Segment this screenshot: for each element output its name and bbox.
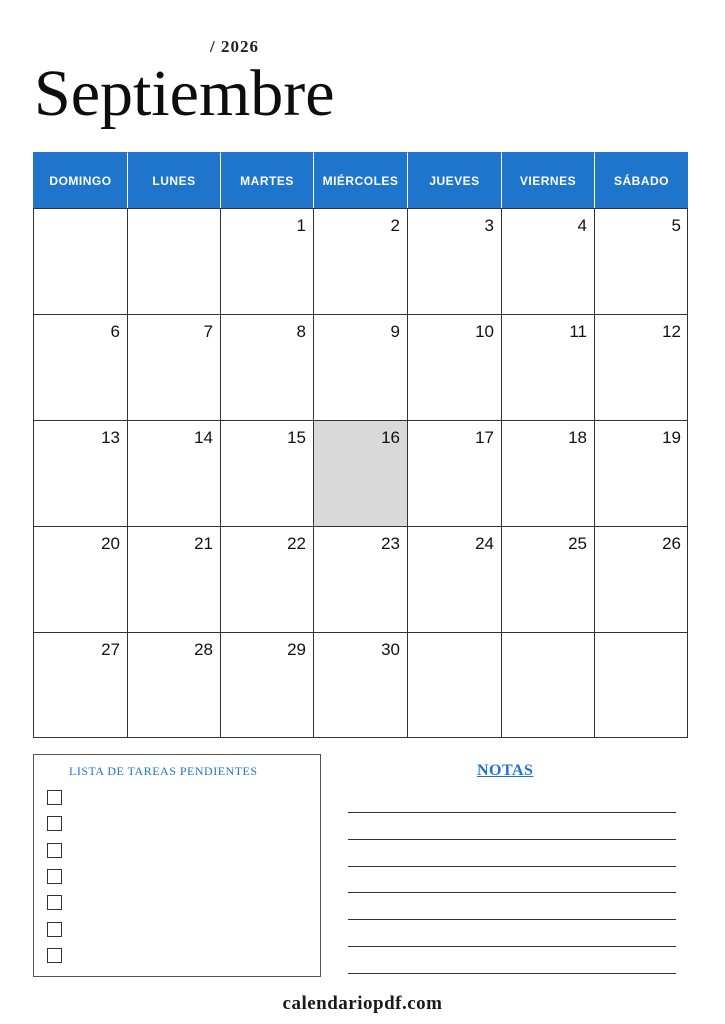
calendar-day-cell — [313, 420, 407, 526]
month-title: Septiembre — [34, 57, 335, 130]
notes-title: NOTAS — [477, 762, 534, 779]
calendar-day-cell — [501, 526, 594, 632]
calendar-day-cell — [313, 314, 407, 420]
task-checkbox[interactable] — [47, 895, 62, 910]
day-number: 14 — [194, 428, 213, 447]
day-number: 27 — [101, 640, 120, 659]
calendar-day-cell — [33, 314, 127, 420]
day-number: 26 — [662, 534, 681, 553]
weekday-header: VIERNES — [501, 152, 594, 208]
calendar-empty-cell — [501, 632, 594, 738]
day-number: 10 — [475, 322, 494, 341]
day-number: 21 — [194, 534, 213, 553]
day-number: 22 — [287, 534, 306, 553]
task-checkbox[interactable] — [47, 869, 62, 884]
task-checkbox[interactable] — [47, 816, 62, 831]
day-number: 2 — [390, 216, 400, 235]
calendar-empty-cell — [33, 208, 127, 314]
day-number: 29 — [287, 640, 306, 659]
note-line — [348, 892, 676, 893]
day-number: 6 — [110, 322, 120, 341]
calendar-day-cell — [220, 632, 313, 738]
day-number: 23 — [381, 534, 400, 553]
calendar-empty-cell — [594, 632, 688, 738]
calendar-empty-cell — [407, 632, 501, 738]
day-number: 9 — [390, 322, 400, 341]
day-number: 5 — [671, 216, 681, 235]
calendar-day-cell — [220, 526, 313, 632]
calendar-day-cell — [594, 420, 688, 526]
calendar-day-cell — [127, 314, 220, 420]
day-number: 30 — [381, 640, 400, 659]
calendar-day-cell — [33, 526, 127, 632]
day-number: 8 — [296, 322, 306, 341]
day-number: 12 — [662, 322, 681, 341]
calendar-day-cell — [594, 526, 688, 632]
calendar-day-cell — [501, 208, 594, 314]
day-number: 7 — [203, 322, 213, 341]
weekday-header: DOMINGO — [33, 152, 127, 208]
note-line — [348, 919, 676, 920]
day-number: 11 — [569, 322, 587, 341]
task-checkbox[interactable] — [47, 922, 62, 937]
calendar-day-cell — [127, 526, 220, 632]
weekday-header: LUNES — [127, 152, 220, 208]
calendar-day-cell — [313, 526, 407, 632]
task-checkbox[interactable] — [47, 948, 62, 963]
day-number: 3 — [484, 216, 494, 235]
calendar-day-cell — [407, 420, 501, 526]
calendar-day-cell — [501, 314, 594, 420]
calendar-day-cell — [127, 632, 220, 738]
calendar-day-cell — [407, 314, 501, 420]
calendar-grid — [33, 152, 688, 738]
calendar-day-cell — [220, 208, 313, 314]
day-number: 19 — [662, 428, 681, 447]
day-number: 16 — [381, 428, 400, 447]
year-label: / 2026 — [210, 37, 259, 56]
calendar-day-cell — [501, 420, 594, 526]
task-checkbox[interactable] — [47, 843, 62, 858]
calendar-day-cell — [594, 208, 688, 314]
calendar-day-cell — [220, 314, 313, 420]
calendar-day-cell — [594, 314, 688, 420]
note-line — [348, 973, 676, 974]
footer-site: calendariopdf.com — [282, 993, 443, 1014]
day-number: 13 — [101, 428, 120, 447]
day-number: 25 — [568, 534, 587, 553]
weekday-header: MARTES — [220, 152, 313, 208]
day-number: 24 — [475, 534, 494, 553]
todo-list-title: LISTA DE TAREAS PENDIENTES — [69, 764, 258, 778]
calendar-day-cell — [220, 420, 313, 526]
task-checkbox[interactable] — [47, 790, 62, 805]
calendar-day-cell — [313, 208, 407, 314]
todo-list-box — [33, 754, 321, 977]
calendar-day-cell — [407, 208, 501, 314]
calendar-day-cell — [33, 420, 127, 526]
note-line — [348, 866, 676, 867]
day-number: 28 — [194, 640, 213, 659]
day-number: 4 — [577, 216, 587, 235]
note-line — [348, 839, 676, 840]
day-number: 17 — [475, 428, 494, 447]
day-number: 1 — [296, 216, 306, 235]
calendar-day-cell — [33, 632, 127, 738]
weekday-header: JUEVES — [407, 152, 501, 208]
calendar-empty-cell — [127, 208, 220, 314]
weekday-header: SÁBADO — [594, 152, 688, 208]
note-line — [348, 946, 676, 947]
calendar-day-cell — [407, 526, 501, 632]
day-number: 18 — [568, 428, 587, 447]
note-line — [348, 812, 676, 813]
day-number: 15 — [287, 428, 306, 447]
day-number: 20 — [101, 534, 120, 553]
weekday-header: MIÉRCOLES — [313, 152, 407, 208]
calendar-day-cell — [313, 632, 407, 738]
calendar-day-cell — [127, 420, 220, 526]
